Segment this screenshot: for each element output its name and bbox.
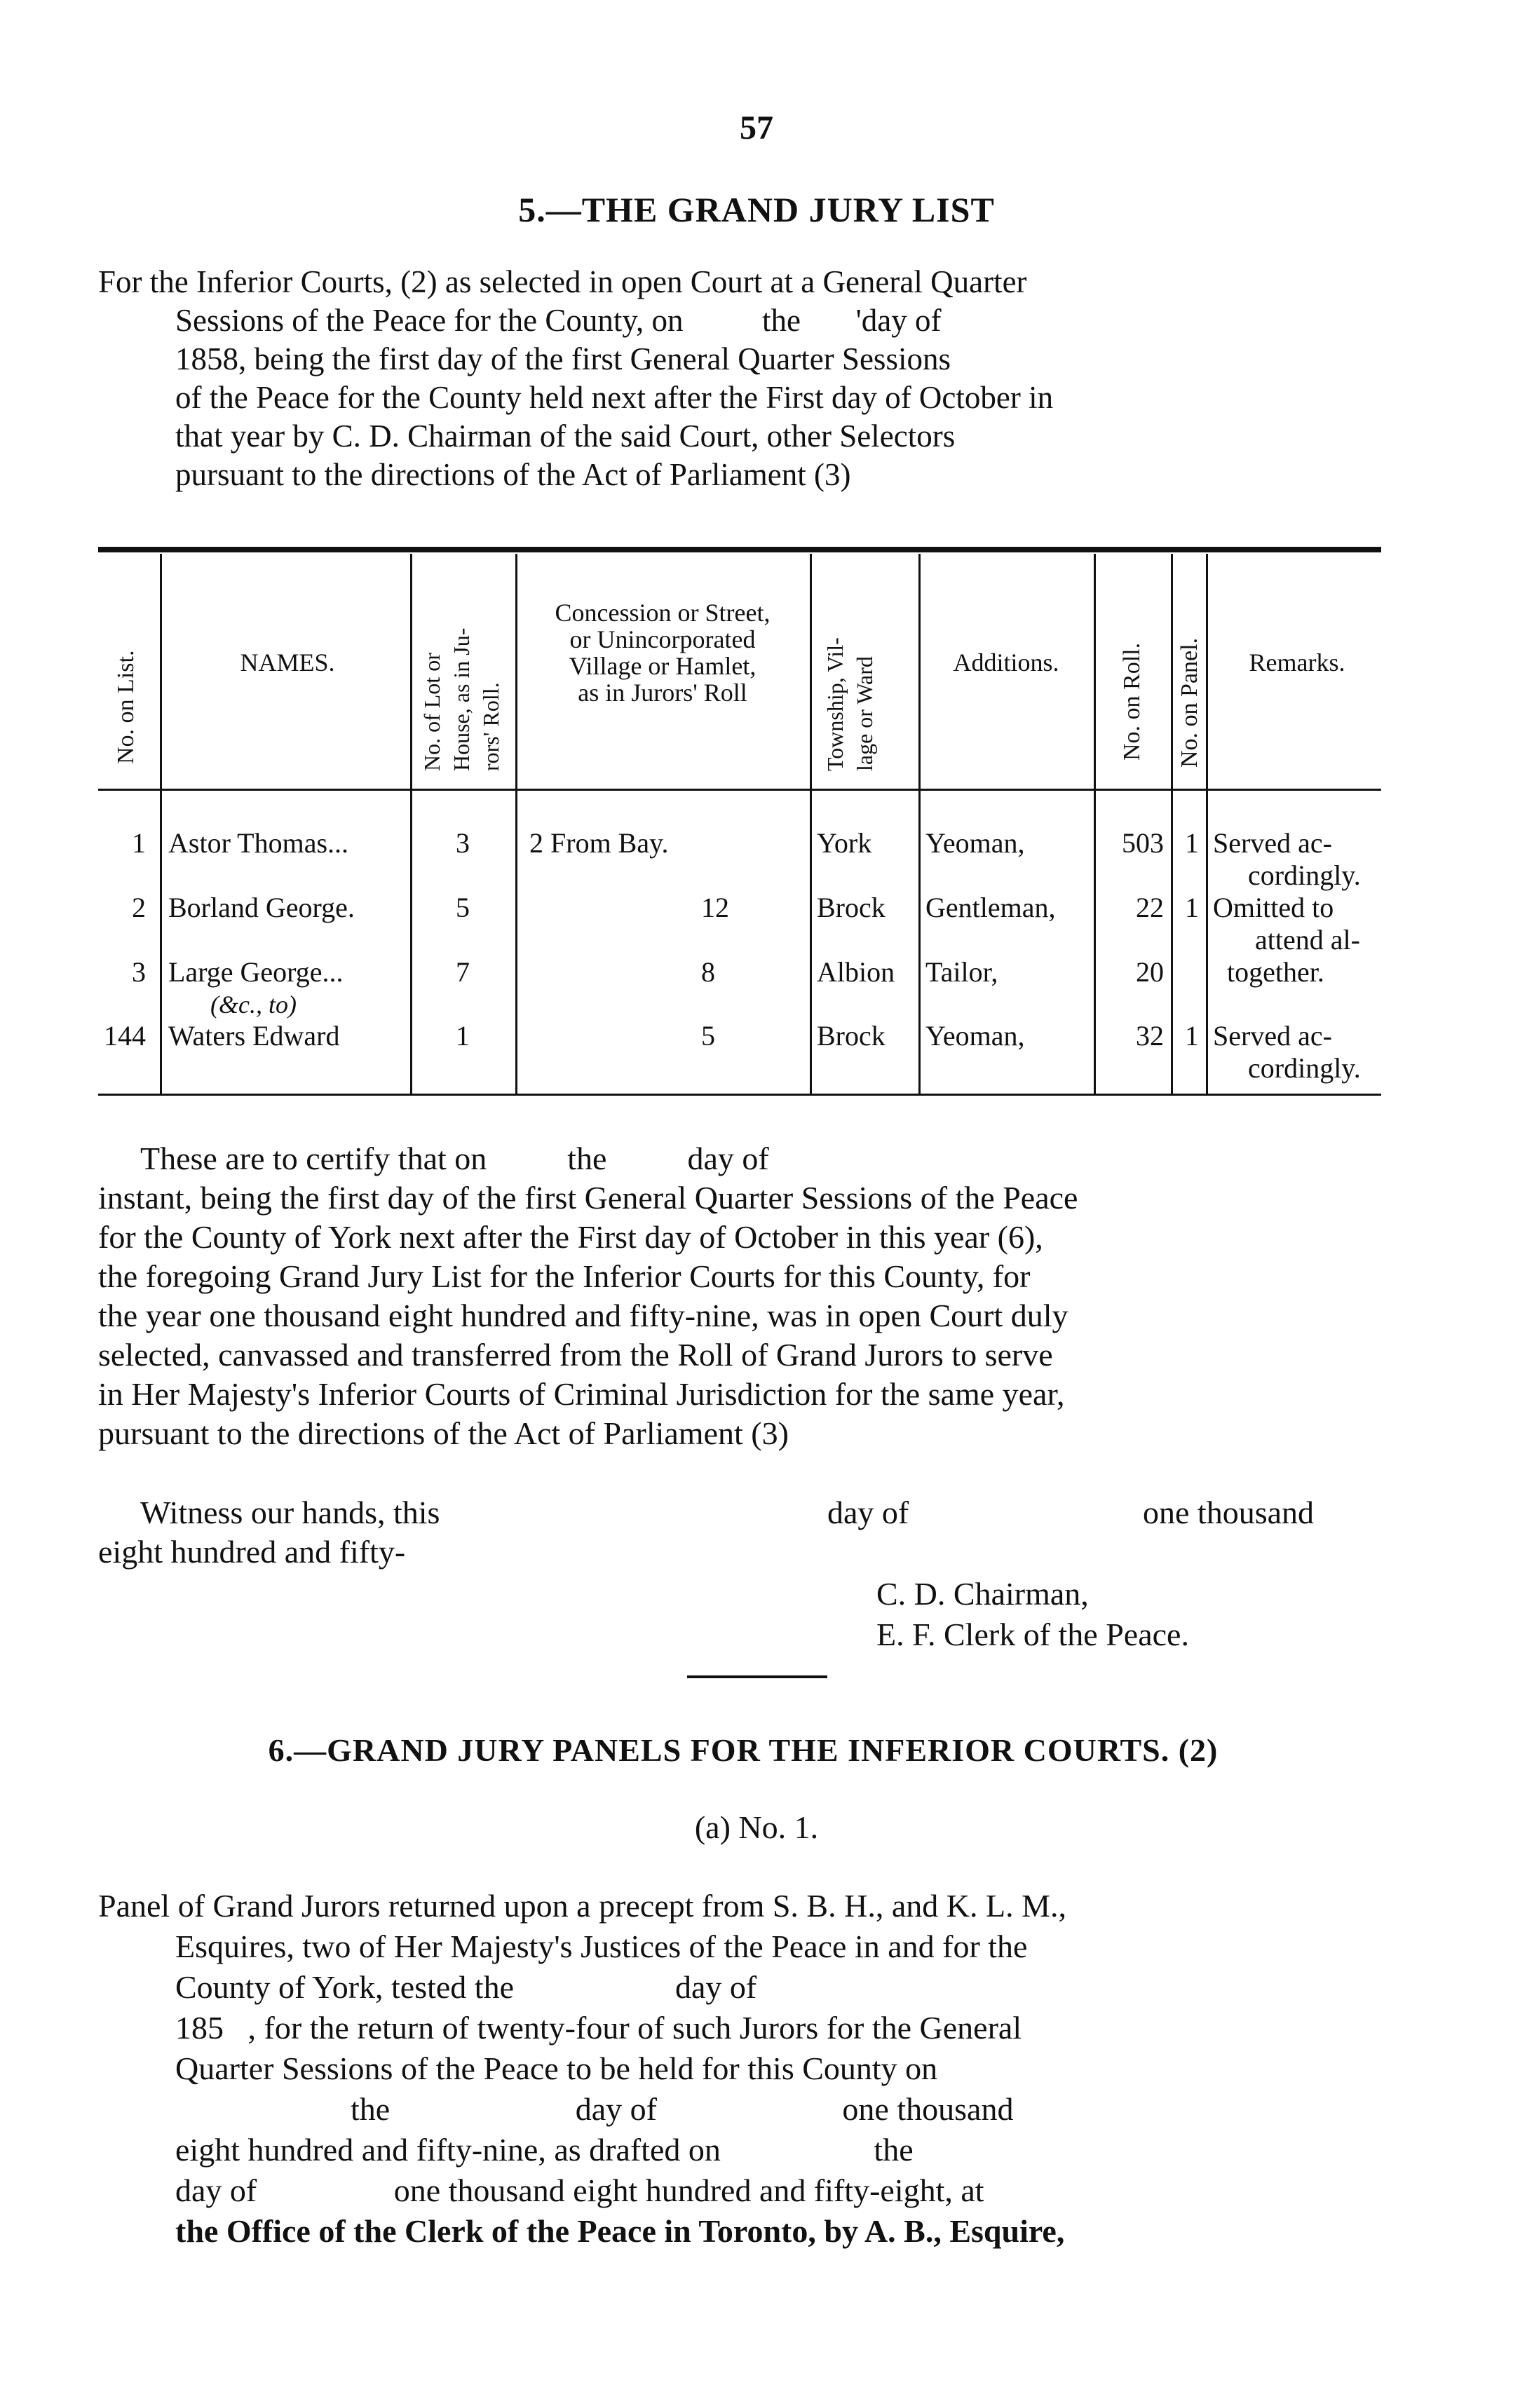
- header-concession-line: Village or Hamlet,: [569, 652, 756, 680]
- header-rule: [98, 789, 1381, 791]
- column-divider: [410, 554, 412, 1094]
- row-roll: 22: [1136, 892, 1164, 923]
- row-concession: 2 From Bay.: [529, 827, 669, 859]
- row-remarks: Served ac-: [1213, 1020, 1332, 1052]
- header-concession-line: or Unincorporated: [569, 625, 756, 653]
- row-name: Astor Thomas...: [168, 827, 349, 859]
- header-concession-line: as in Jurors' Roll: [578, 679, 747, 707]
- row-lot: 5: [456, 892, 470, 923]
- panel-line: Esquires, two of Her Majesty's Justices of the Peace in and for the: [175, 1929, 1028, 1964]
- witness-text: Witness our hands, this: [140, 1495, 440, 1530]
- etc-note: (&c., to): [210, 991, 297, 1019]
- signature-clerk: E. F. Clerk of the Peace.: [876, 1617, 1189, 1652]
- column-divider: [1094, 554, 1096, 1094]
- column-divider: [160, 554, 162, 1094]
- row-township: Brock: [817, 892, 886, 923]
- row-concession: 12: [701, 892, 729, 923]
- section-5-title: 5.—THE GRAND JURY LIST: [518, 190, 995, 229]
- header-lot-line: No. of Lot or: [419, 653, 445, 771]
- certificate-line: in Her Majesty's Inferior Courts of Criminal Jurisdiction for the same year,: [98, 1376, 1065, 1412]
- row-addition: Yeoman,: [925, 827, 1025, 859]
- intro-line: of the Peace for the County held next after the First day of October in: [175, 380, 1054, 415]
- row-remarks: together.: [1227, 956, 1324, 988]
- row-panel: 1: [1185, 827, 1199, 859]
- header-names: NAMES.: [240, 648, 335, 676]
- section-6-subtitle: (a) No. 1.: [694, 1809, 819, 1845]
- intro-line: that year by C. D. Chairman of the said Court, other Selectors: [175, 419, 956, 454]
- panel-line: eight hundred and fifty-nine, as drafted on the: [175, 2132, 914, 2168]
- certificate-line: pursuant to the directions of the Act of Parliament (3): [98, 1415, 789, 1451]
- row-remarks: Served ac-: [1213, 827, 1332, 859]
- row-no: 3: [132, 956, 146, 988]
- table-bottom-rule: [98, 1094, 1381, 1096]
- row-township: York: [817, 827, 872, 859]
- panel-line: day of one thousand eight hundred and fifty-eight, at: [175, 2172, 984, 2208]
- section-6-title: 6.—GRAND JURY PANELS FOR THE INFERIOR COURTS. (2): [268, 1732, 1219, 1768]
- header-lot-line: House, as in Ju-: [449, 627, 474, 771]
- header-no-on-roll: No. on Roll.: [1119, 642, 1145, 761]
- row-remarks: cordingly.: [1248, 859, 1361, 891]
- header-concession: [519, 599, 806, 706]
- panel-line: Quarter Sessions of the Peace to be held for this County on: [175, 2050, 938, 2086]
- row-name: Waters Edward: [168, 1020, 340, 1052]
- grand-jury-table: [98, 547, 1381, 1108]
- header-township-line: lage or Ward: [852, 656, 877, 771]
- certificate-line: for the County of York next after the First day of October in this year (6),: [98, 1219, 1043, 1255]
- row-name: Borland George.: [168, 892, 355, 923]
- row-lot: 3: [456, 827, 470, 859]
- panel-line: the day of one thousand: [351, 2091, 1014, 2127]
- row-roll: 503: [1122, 827, 1164, 859]
- row-panel: 1: [1185, 892, 1199, 923]
- row-roll: 32: [1136, 1020, 1164, 1052]
- panel-line: Panel of Grand Jurors returned upon a precept from S. B. H., and K. L. M.,: [98, 1888, 1066, 1924]
- row-addition: Tailor,: [925, 956, 998, 988]
- header-lot-line: rors' Roll.: [478, 682, 503, 771]
- signature-chairman: C. D. Chairman,: [876, 1576, 1089, 1612]
- header-township-line: Township, Vil-: [822, 637, 848, 771]
- witness-block: [98, 1493, 1388, 1572]
- certificate-line: the year one thousand eight hundred and fifty-nine, was in open Court duly: [98, 1298, 1068, 1333]
- row-panel: 1: [1185, 1020, 1199, 1052]
- panel-line: the Office of the Clerk of the Peace in Toronto, by A. B., Esquire,: [175, 2213, 1065, 2249]
- row-remarks: Omitted to: [1213, 892, 1334, 923]
- intro-line: Sessions of the Peace for the County, on the 'day of: [175, 303, 942, 338]
- column-divider: [918, 554, 921, 1094]
- column-divider: [1171, 554, 1173, 1094]
- row-no: 144: [104, 1020, 146, 1052]
- certificate-line: the foregoing Grand Jury List for the Inferior Courts for this County, for: [98, 1258, 1031, 1294]
- intro-line: 1858, being the first day of the first General Quarter Sessions: [175, 341, 951, 376]
- intro-line: For the Inferior Courts, (2) as selected in open Court at a General Quarter: [98, 264, 1027, 299]
- certificate-line: instant, being the first day of the first General Quarter Sessions of the Peace: [98, 1180, 1078, 1216]
- header-concession-line: Concession or Street,: [555, 599, 771, 627]
- witness-text: eight hundred and fifty-: [98, 1534, 406, 1570]
- row-remarks: cordingly.: [1248, 1052, 1361, 1084]
- table-top-rule: [98, 547, 1381, 552]
- row-lot: 7: [456, 956, 470, 988]
- panel-line: 185 , for the return of twenty-four of such Jurors for the General: [175, 2010, 1022, 2046]
- page-number: 57: [740, 109, 773, 147]
- row-name: Large George...: [168, 956, 344, 988]
- row-concession: 5: [701, 1020, 715, 1052]
- row-concession: 8: [701, 956, 715, 988]
- header-no-on-panel: No. on Panel.: [1176, 637, 1202, 768]
- column-divider: [810, 554, 812, 1094]
- column-divider: [1206, 554, 1208, 1094]
- panel-line: County of York, tested the day of: [175, 1969, 757, 2005]
- header-township: [820, 637, 879, 771]
- section-5-intro: [98, 263, 1388, 494]
- column-divider: [515, 554, 517, 1094]
- row-remarks: attend al-: [1255, 924, 1360, 955]
- section-divider: [687, 1675, 827, 1678]
- certificate: [98, 1139, 1388, 1453]
- header-lot: [417, 628, 506, 771]
- certificate-line: selected, canvassed and transferred from the Roll of Grand Jurors to serve: [98, 1337, 1053, 1373]
- row-township: Brock: [817, 1020, 886, 1052]
- header-additions: Additions.: [953, 648, 1059, 676]
- intro-line: pursuant to the directions of the Act of Parliament (3): [175, 457, 851, 492]
- header-no-on-list: No. on List.: [113, 650, 139, 764]
- row-roll: 20: [1136, 956, 1164, 988]
- header-remarks: Remarks.: [1249, 648, 1345, 676]
- row-addition: Yeoman,: [925, 1020, 1025, 1052]
- row-lot: 1: [456, 1020, 470, 1052]
- witness-text: day of: [827, 1495, 909, 1530]
- witness-text: one thousand: [1143, 1495, 1315, 1530]
- row-addition: Gentleman,: [925, 892, 1056, 923]
- row-no: 2: [132, 892, 146, 923]
- certificate-line: These are to certify that on the day of: [140, 1141, 769, 1176]
- row-township: Albion: [817, 956, 895, 988]
- row-no: 1: [132, 827, 146, 859]
- panel-paragraph: [98, 1886, 1388, 2252]
